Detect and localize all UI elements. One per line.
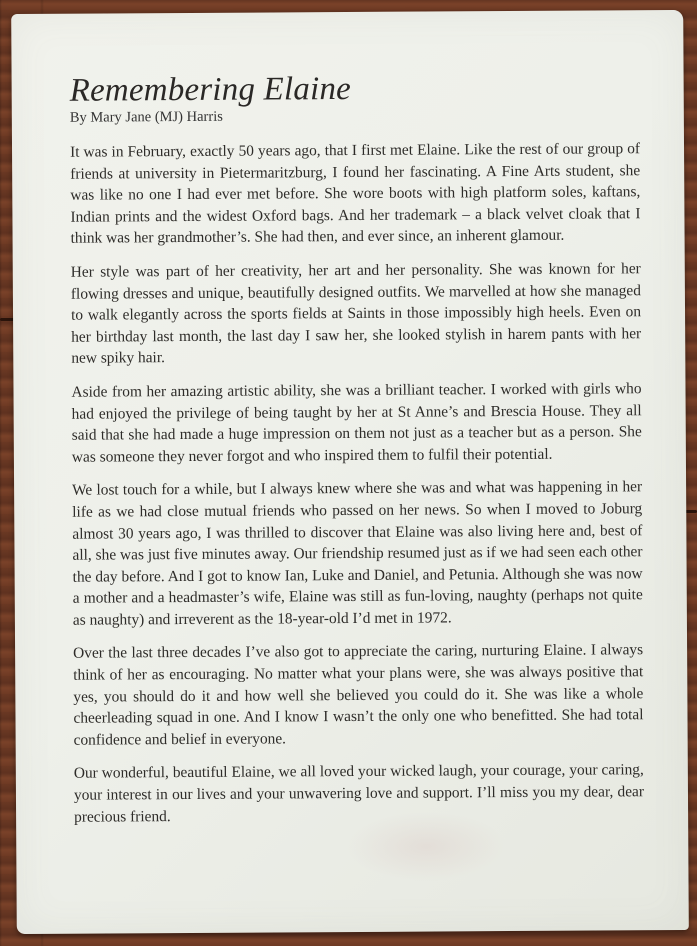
paragraph-3: Aside from her amazing artistic ability, she was a brilliant teacher. I worked with girls who had enjoyed the privilege of being taught by her at St Anne’s and Brescia House. They all said that she had made a huge impression on them not just as a teacher but as a person. She was someone they never forgot and who inspired them to fulfil their potential.: [71, 380, 642, 466]
document-title: Remembering Elaine: [69, 70, 352, 109]
paragraph-1: It was in February, exactly 50 years ago, that I first met Elaine. Like the rest of our group of friends at university in Pietermaritzburg, I found her fascinating. A Fine Arts student, she was like no one I had ever met before. She wore boots with high platform soles, kaftans, Indian prints and the widest Oxford bags. And her trademark – a black velvet cloak that I think was her grandmother’s. She had then, and ever since, an inherent glamour.: [69, 140, 641, 248]
paragraph-6: Our wonderful, beautiful Elaine, we all loved your wicked laugh, your courage, your caring, your interest in our lives and your unwavering love and support. I’ll miss you my dear, dear precious friend.: [73, 761, 645, 826]
paragraph-5: Over the last three decades I’ve also got to appreciate the caring, nurturing Elaine. I always think of her as encouraging. No matter what your plans were, she was always positive that yes, you should do it and how well she believed you could do it. She was like a whole cheerleading squad in one. And I know I wasn’t the only one who benefitted. She had total confidence and belief in everyone.: [73, 641, 644, 749]
document-body: [70, 68, 645, 840]
paragraph-2: Her style was part of her creativity, her art and her personality. She was known for her flowing dresses and unique, beautifully designed outfits. We marvelled at how she managed to walk elegantly across the sports fields at Saints in those impossibly high heels. Even on her birthday last month, the last day I saw her, she looked stylish in harem pants with her new spiky hair.: [70, 260, 642, 368]
document-byline: By Mary Jane (MJ) Harris: [69, 108, 223, 126]
memorial-paper-sheet: [11, 10, 689, 934]
paragraph-4: We lost touch for a while, but I always knew where she was and what was happening in her life as we had close mutual friends who passed on her news. So when I moved to Joburg almost 30 years ago, I was thrilled to discover that Elaine was also living here and, best of all, she was just five minutes away. Our friendship resumed just as if we had seen each other the day before. And I got to know Ian, Luke and Daniel, and Petunia. Although she was now a mother and a headmaster’s wife, Elaine was still as fun-loving, naughty (perhaps not quite as naughty) and irreverent as the 18-year-old I’d met in 1972.: [72, 478, 643, 629]
